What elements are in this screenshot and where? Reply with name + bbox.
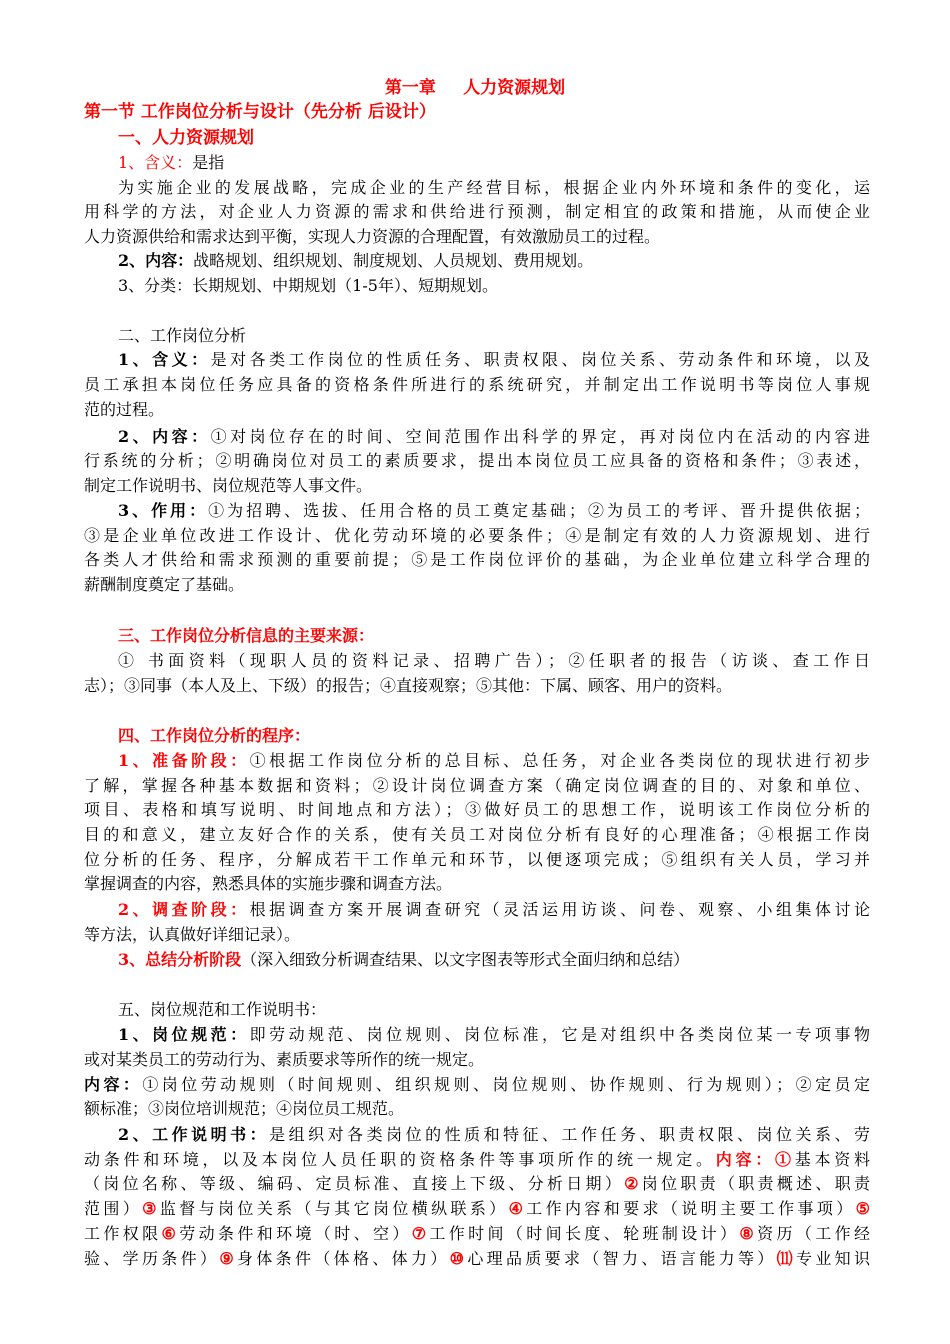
part4-prep-text: ①根据工作岗位分析的总目标、总任务，对企业各类岗位的现状进行初步 [249,751,870,770]
part5-spec-content-line: 额标准；③岗位培训规范；④岗位员工规范。 [84,1099,405,1118]
part1-def-text: 是指 [192,153,225,172]
part4-survey-line: 等方法，认真做好详细记录）。 [84,925,301,944]
part4-heading: 四、工作岗位分析的程序： [118,726,311,745]
item-number: ⑾ [776,1249,796,1268]
part4-prep [118,749,870,773]
item-number: ⑧ [739,1224,758,1243]
part2-role-label: 3、作用： [118,501,209,520]
part4-prep-line: 位分析的任务、程序，分解成若干工作单元和环节，以便逐项完成；⑤组织有关人员，学习并 [84,850,870,869]
part2-content [118,425,870,449]
part2-def-label: 1、含义： [118,350,211,369]
item-text: 验、学历条件） [84,1249,220,1268]
part1-content [118,249,870,273]
part5-spec-line: 或对某类员工的劳动行为、素质要求等所作的统一规定。 [84,1050,485,1069]
part4-prep-label: 1、准备阶段： [118,751,250,770]
part1-def-line: 用科学的方法，对企业人力资源的需求和供给进行预测，制定相宜的政策和措施，从而使企业 [84,202,870,221]
item-text: 工作内容和要求（说明主要工作事项） [526,1199,856,1218]
part2-content-label: 2、内容： [118,427,211,446]
part5-spec [118,1023,870,1047]
part1-def-line: 人力资源供给和需求达到平衡，实现人力资源的合理配置，有效激励员工的过程。 [84,227,661,246]
part5-desc-text: 是组织对各类岗位的性质和特征、工作任务、职责权限、岗位关系、劳 [269,1125,870,1144]
part1-content-text: 战略规划、组织规划、制度规划、人员规划、费用规划。 [193,251,594,270]
part5-spec-text: 即劳动规范、岗位规则、岗位标准，它是对组织中各类岗位某一专项事物 [249,1025,870,1044]
item-text: 身体条件（体格、体力） [237,1249,450,1268]
part5-desc-line [84,1148,870,1172]
part5-desc-label: 2、工作说明书： [118,1125,270,1144]
part1-definition [118,151,870,175]
item-number: ① [774,1150,795,1169]
chapter-name: 人力资源规划 [463,78,566,98]
part4-prep-line: 目的和意义，建立友好合作的关系，使有关员工对岗位分析有良好的心理准备；④根据工作岗 [84,825,870,844]
part5-desc-text-2: 动条件和环境，以及本岗位人员任职的资格条件等事项所作的统一规定。 [84,1150,716,1169]
part2-content-text: ①对岗位存在的时间、空间范围作出科学的界定，再对岗位内在活动的内容进 [210,427,870,446]
part5-spec-content-label: 内容： [84,1075,143,1094]
item-text: 专业知识 [795,1249,870,1268]
part4-survey-text: 根据调查方案开展调查研究（灵活运用访谈、问卷、观察、小组集体讨论 [249,900,870,919]
item-number: ⑥ [161,1224,180,1243]
part1-types: 3、分类：长期规划、中期规划（1-5年）、短期规划。 [118,276,498,295]
part4-summary-text: （深入细致分析调查结果、以文字图表等形式全面归纳和总结） [241,950,690,969]
part5-desc-content-label: 内容： [715,1150,775,1169]
chapter-number: 第一章 [384,78,436,98]
part3-heading: 三、工作岗位分析信息的主要来源： [118,626,375,645]
part4-survey-label: 2、调查阶段： [118,900,250,919]
part1-def-label: 1、含义： [118,153,193,172]
part5-desc [118,1123,870,1147]
part4-prep-line: 掌握调查的内容，熟悉具体的实施步骤和调查方法。 [84,874,453,893]
part2-role-text: ①为招聘、选拔、任用合格的员工奠定基础；②为员工的考评、晋升提供依据； [208,501,870,520]
item-number: ⑤ [855,1199,870,1218]
part5-spec-content [84,1073,870,1097]
part5-desc-line [84,1172,870,1196]
item-text: 监督与岗位关系（与其它岗位横纵联系） [159,1199,509,1218]
item-number: ⑩ [449,1249,468,1268]
item-number: ③ [142,1199,160,1218]
chapter-title [0,76,950,100]
part4-survey [118,898,870,922]
item-text: 岗位职责（职责概述、职责 [641,1174,870,1193]
part5-desc-line [84,1222,870,1246]
item-text: 范围） [84,1199,143,1218]
item-number: ⑨ [219,1249,238,1268]
item-text: 劳动条件和环境（时、空） [179,1224,412,1243]
item-text: 基本资料 [794,1150,870,1169]
item-text: 资历（工作经 [757,1224,870,1243]
part2-heading: 二、工作岗位分析 [118,326,247,345]
part5-spec-content-text: ①岗位劳动规则（时间规则、组织规则、岗位规则、协作规则、行为规则）；②定员定 [142,1075,870,1094]
part4-prep-line: 项目、表格和填写说明、时间地点和方法）；③做好员工的思想工作，说明该工作岗位分析的 [84,800,870,819]
part5-spec-label: 1、岗位规范： [118,1025,250,1044]
item-number: ⑦ [411,1224,430,1243]
part5-heading: 五、岗位规范和工作说明书： [118,1000,327,1019]
part4-prep-line: 了解，掌握各种基本数据和资料；②设计岗位调查方案（确定岗位调查的目的、对象和单位、 [84,776,870,795]
part1-heading: 一、人力资源规划 [118,128,254,148]
part3-line: ① 书面资料（现职人员的资料记录、招聘广告）；②任职者的报告（访谈、查工作日 [118,651,870,670]
part2-def-line: 范的过程。 [84,400,165,419]
part5-desc-line [84,1197,870,1221]
part3-line: 志）；③同事（本人及上、下级）的报告；④直接观察；⑤其他：下属、顾客、用户的资料。 [84,676,733,695]
part2-content-line: 行系统的分析；②明确岗位对员工的素质要求，提出本岗位员工应具备的资格和条件；③表述， [84,451,870,470]
item-text: 工作时间（时间长度、轮班制设计） [429,1224,740,1243]
part2-content-line: 制定工作说明书、岗位规范等人事文件。 [84,476,373,495]
part2-def-text: 是对各类工作岗位的性质任务、职责权限、岗位关系、劳动条件和环境，以及 [210,350,870,369]
section-title: 第一节 工作岗位分析与设计（先分析 后设计） [84,102,436,122]
part4-summary [118,948,870,972]
item-text: 工作权限 [84,1224,162,1243]
part1-content-label: 2、内容： [118,251,194,270]
part2-definition [118,348,870,372]
part2-role-line: 各类人才供给和需求预测的重要前提；⑤是工作岗位评价的基础，为企业单位建立科学合理的 [84,550,870,569]
part2-role-line: 薪酬制度奠定了基础。 [84,575,245,594]
item-text: （岗位名称、等级、编码、定员标准、直接上下级、分析日期） [84,1174,625,1193]
part4-summary-label: 3、总结分析阶段 [118,950,242,969]
item-number: ④ [508,1199,527,1218]
item-text: 心理品质要求（智力、语言能力等） [467,1249,777,1268]
part1-def-line: 为实施企业的发展战略，完成企业的生产经营目标，根据企业内外环境和条件的变化，运 [118,178,870,197]
item-number: ② [624,1174,642,1193]
part5-desc-line [84,1247,870,1271]
part2-role [118,499,870,523]
part2-def-line: 员工承担本岗位任务应具备的资格条件所进行的系统研究，并制定出工作说明书等岗位人事规 [84,375,870,394]
part2-role-line: ③是企业单位改进工作设计、优化劳动环境的必要条件；④是制定有效的人力资源规划、进行 [84,526,870,545]
